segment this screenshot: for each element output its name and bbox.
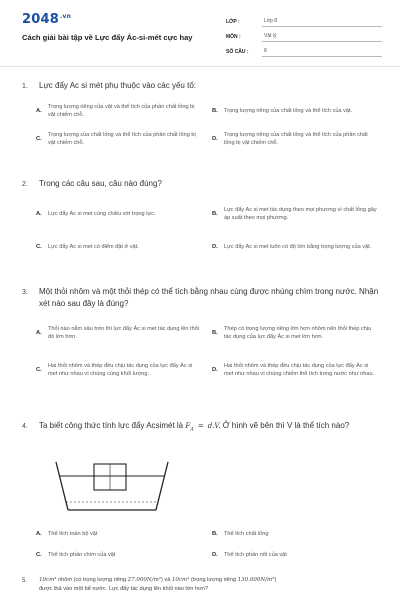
question-text-after: Ở hình vẽ bên thì V là thể tích nào? xyxy=(222,421,350,430)
question-3 xyxy=(22,286,382,385)
option-letter: A. xyxy=(36,531,42,537)
option-letter: B. xyxy=(212,531,218,537)
option-letter: C. xyxy=(36,136,42,142)
answer-options xyxy=(36,526,382,563)
formula-right: d.V. xyxy=(207,422,221,430)
option-letter: D. xyxy=(212,244,218,250)
option-letter: C. xyxy=(36,552,42,558)
option-text: Lực đẩy Ac si met có điểm đặt ở vật. xyxy=(48,244,139,250)
option-letter: A. xyxy=(36,330,42,336)
option-text: Thể tích phần chìm của vật xyxy=(48,552,116,558)
option-letter: D. xyxy=(212,136,218,142)
meta-row-count xyxy=(226,42,382,57)
formula-sub: A xyxy=(190,426,194,433)
option-text: Trọng lượng riêng của chất lỏng và thể tích của vật. xyxy=(224,108,353,114)
option-letter: A. xyxy=(36,108,42,114)
formula-eq: = xyxy=(197,422,204,430)
answer-option-c[interactable] xyxy=(36,128,206,150)
question-text: Lực đẩy Ac si mét phụ thuộc vào các yếu tố: xyxy=(39,81,196,90)
page-title: Cách giải bài tập về Lực đẩy Ác-si-mét cực hay xyxy=(22,33,193,42)
page-header xyxy=(0,0,400,66)
meta-value: Vật lý xyxy=(262,33,382,42)
option-text: Hai thỏi nhôm và thép đều chịu tác dụng của lực đẩy Ác si met như nhau vì chúng chiếm thể tích trong nước như nhau. xyxy=(224,363,375,377)
answer-option-a[interactable] xyxy=(36,100,206,122)
math-value: 10cm³ xyxy=(39,577,57,583)
option-text: Hai thỏi nhôm và thép đều chịu tác dụng của lực đẩy Ác si met như nhau vì chúng cùng khối lượng. xyxy=(48,363,193,377)
answer-option-a[interactable] xyxy=(36,317,206,349)
answer-option-c[interactable] xyxy=(36,547,206,563)
question-number: 4. xyxy=(22,423,28,430)
meta-row-subject xyxy=(226,27,382,42)
question-text-part: (trọng lượng riêng xyxy=(190,577,237,583)
option-letter: B. xyxy=(212,330,218,336)
question-text-line2: được thả vào một bể nước. Lực đẩy tác dụng lên khối nào lớn hơn? xyxy=(39,586,208,592)
answer-option-b[interactable] xyxy=(212,100,382,122)
header-divider xyxy=(0,66,400,67)
meta-label: LỚP : xyxy=(226,19,240,25)
question-number: 2. xyxy=(22,181,28,188)
question-5 xyxy=(22,576,382,594)
meta-value: Lớp 8 xyxy=(262,18,382,27)
answer-option-b[interactable] xyxy=(212,317,382,349)
option-letter: A. xyxy=(36,211,42,217)
option-letter: C. xyxy=(36,244,42,250)
option-letter: D. xyxy=(212,552,218,558)
answer-option-b[interactable] xyxy=(212,198,382,230)
site-logo[interactable] xyxy=(22,12,71,27)
question-number: 5. xyxy=(22,578,28,584)
logo-suffix: .vn xyxy=(59,12,72,20)
question-number: 1. xyxy=(22,83,28,90)
question-text: Trong các câu sau, câu nào đúng? xyxy=(39,179,162,188)
question-text: Một thỏi nhôm và một thỏi thép có thể tích bằng nhau cùng được nhúng chìm trong nước. Nhận xét nào sau đây là đúng? xyxy=(39,287,379,308)
answer-option-a[interactable] xyxy=(36,526,206,542)
meta-label: MÔN : xyxy=(226,34,241,40)
option-text: Thể tích chất lỏng xyxy=(224,531,269,537)
question-1 xyxy=(22,80,382,150)
answer-options xyxy=(36,317,382,385)
option-text: Lực đẩy Ac si met cùng chiều với trọng lực. xyxy=(48,211,156,217)
answer-option-d[interactable] xyxy=(212,547,382,563)
meta-info xyxy=(226,12,382,57)
question-2 xyxy=(22,178,382,258)
question-number: 3. xyxy=(22,289,28,296)
option-text: Trọng lượng riêng của chất lỏng và thể tích của phần chất lỏng bị vật chiếm chỗ. xyxy=(224,132,368,146)
question-text-part: nhôm (có trọng lượng riêng xyxy=(58,577,127,583)
answer-option-d[interactable] xyxy=(212,128,382,150)
question-text xyxy=(39,576,382,594)
option-text: Thép có trọng lượng riêng lớn hơn nhôm nên thỏi thép chịu tác dụng của lực đẩy Ác si met lớn hơn. xyxy=(224,326,372,340)
answer-options xyxy=(36,100,382,150)
option-text: Thể tích toàn bộ vật xyxy=(48,531,98,537)
answer-options xyxy=(36,198,382,258)
buoyancy-figure xyxy=(52,458,172,518)
formula-left: F xyxy=(185,422,191,430)
math-value: 27.000N/m³ xyxy=(127,577,162,583)
answer-option-c[interactable] xyxy=(36,355,206,385)
answer-option-b[interactable] xyxy=(212,526,382,542)
logo-text: 2048 xyxy=(22,12,59,27)
option-text: Trọng lượng riêng của vật và thể tích của phần chất lỏng bị vật chiếm chỗ. xyxy=(48,104,195,118)
question-text-before: Ta biết công thức tính lực đẩy Acsimét là xyxy=(39,421,184,430)
option-text: Lực đẩy Ac si met tác dụng theo mọi phương vì chất lỏng gây áp suất theo mọi phương. xyxy=(224,207,377,221)
question-4 xyxy=(22,420,382,435)
option-letter: C. xyxy=(36,367,42,373)
answer-option-d[interactable] xyxy=(212,355,382,385)
option-letter: D. xyxy=(212,367,218,373)
math-value: 10cm³ xyxy=(171,577,190,583)
math-value: 130.000N/m³ xyxy=(237,577,275,583)
answer-option-a[interactable] xyxy=(36,198,206,230)
formula xyxy=(185,422,221,433)
answer-option-c[interactable] xyxy=(36,236,206,258)
question-text xyxy=(39,420,382,435)
question-text-part: ) và xyxy=(161,577,171,583)
meta-label: SỐ CÂU : xyxy=(226,49,249,55)
option-text: Lực đẩy Ac si met luôn có độ lớn bằng trọng lượng của vật. xyxy=(224,244,372,250)
question-text-part: ) xyxy=(274,577,277,583)
answer-option-d[interactable] xyxy=(212,236,382,258)
option-letter: B. xyxy=(212,108,218,114)
question-4-options xyxy=(22,526,382,563)
meta-row-class xyxy=(226,12,382,27)
meta-value: 8 xyxy=(262,48,382,57)
option-text: Thỏi nào nằm sâu hơn thì lực đẩy Ác si met tác dụng lên thỏi đó lớn hơn. xyxy=(48,326,200,340)
option-text: Trọng lượng của chất lỏng và thể tích của phần chất lỏng bị vật chiếm chỗ. xyxy=(48,132,196,146)
option-text: Thể tích phần nổi của vật xyxy=(224,552,287,558)
option-letter: B. xyxy=(212,211,218,217)
